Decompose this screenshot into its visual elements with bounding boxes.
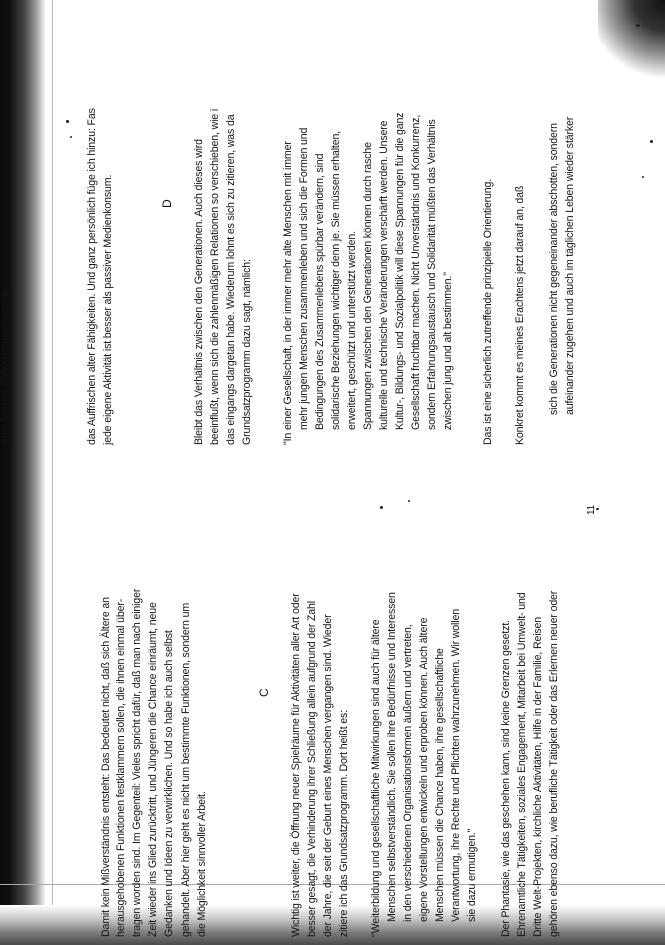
bullet-line: sich die Generationen nicht gegeneinander abschotten, sondern <box>548 123 560 415</box>
quote-line: "In einer Gesellschaft, in der immer mehr alte Menschen mit immer <box>282 141 294 445</box>
quote-line: sie dazu ermutigen." <box>466 828 478 922</box>
quote-line: Menschen selbstverständlich. Sie sollen ihre Bedürfnisse und Interessen <box>386 592 398 922</box>
text-line: Gedanken und Ideen zu verwirklichen. Und so habe ich auch selbst <box>163 630 175 937</box>
bullet-line: aufeinander zugehen und auch im täglichen Leben wieder stärker <box>564 116 576 415</box>
text-line: tragen worden sind. Im Gegenteil: Vieles spricht dafür, daß man nach einiger <box>131 588 143 937</box>
section-heading: D <box>160 199 174 208</box>
quote-line: "Weiterbildung und gesellschaftliche Mitwirkungen sind auch für ältere <box>370 619 382 937</box>
quote-line: zwischen jung und alt bestimmen." <box>442 272 454 430</box>
quote-line: sondern Erfahrungsaustausch und Solidarität müßten das Verhältnis <box>426 119 438 430</box>
text-line: Grundsatzprogramm dazu sagt, nämlich: <box>241 259 253 445</box>
quote-line: Spannungen zwischen den Generationen können durch rasche <box>362 142 374 430</box>
text-line: Konkret kommt es meines Erachtens jetzt darauf an, daß <box>514 185 526 445</box>
text-line: Wichtig ist weiter, die Öffnung neuer Spielräume für Aktivitäten aller Art oder <box>290 593 302 937</box>
quote-line: kulturelle und technische Veränderungen verschärft werden. Unsere <box>378 120 390 430</box>
text-line: Das ist eine sicherlich zutreffende prinzipielle Orientierung. <box>482 178 494 445</box>
text-line: die Möglichkeit sinnvoller Arbeit. <box>196 791 208 937</box>
text-line: beeinflußt, wenn sich die zahlenmäßigen Relationen so verschieben, wie i <box>209 108 221 445</box>
quote-line: Kultur-, Bildungs- und Sozialpolitik will diese Spannungen für die ganz <box>394 112 406 430</box>
text-line: Damit kein Mißverständnis entsteht: Das bedeutet nicht, daß sich Ältere an <box>100 597 112 937</box>
quote-line: eigene Vorstellungen entwickeln und erproben können. Auch ältere <box>418 617 430 922</box>
quote-line: solidarische Beziehungen wichtiger denn je. Sie müssen erhalten, <box>330 131 342 430</box>
text-line: das Auffrischen alter Fähigkeiten. Und ganz persönlich füge ich hinzu: Fas <box>86 108 98 445</box>
text-line: zitiere ich das Grundsatzprogramm. Dort heißt es: <box>338 710 350 937</box>
text-line: das eingangs dargetan habe. Wiederum lohnt es sich zu zitieren, was da <box>225 114 237 445</box>
text-line: gehandelt. Aber hier geht es nicht um bestimmte Funktionen, sondern um <box>180 603 192 937</box>
quote-line: Gesellschaft fruchtbar machen. Nicht Unverständnis und Konkurrenz, <box>410 114 422 430</box>
text-line: Bleibt das Verhältnis zwischen den Generationen. Auch dieses wird <box>193 139 205 445</box>
section-heading: C <box>257 688 271 697</box>
text-line: Dritte Welt-Projekten, kirchliche Aktivitäten, Hilfe in der Familie, Reisen <box>532 616 544 937</box>
text-line: Der Phantasie, wie das geschehen kann, sind keine Grenzen gesetzt. <box>500 620 512 937</box>
quote-line: in den verschiedenen Organisationsformen äußern und vertreten, <box>402 624 414 922</box>
text-line: Zeit wieder ins Glied zurücktritt, und Jüngeren die Chance einräumt, neue <box>147 602 159 937</box>
quote-line: Bedingungen des Zusammenlebens spürbar verändern, sind <box>314 153 326 430</box>
quote-line: Menschen müssen die Chance haben, ihre gesellschaftliche <box>434 648 446 922</box>
text-line: gehören ebenso dazu, wie berufliche Tätigkeit oder das Erlernen neuer oder <box>548 590 560 937</box>
text-line: besser gesagt, die Verhinderung ihrer Schließung allein aufgrund der Zahl <box>306 601 318 937</box>
quote-line: erweitert, geschützt und unterstützt werden. <box>346 231 358 430</box>
page-number: 11 <box>586 504 597 515</box>
quote-line: Verantwortung, ihre Rechte und Pflichten wahrzunehmen. Wir wollen <box>450 609 462 922</box>
text-line: herausgehobenen Funktionen festklammern sollen, die ihnen einmal über- <box>115 598 127 937</box>
text-line: der Jahre, die seit der Geburt eines Menschen vergangen sind. Wieder <box>322 614 334 937</box>
continued-line: des Jahres 1989 unternommen. <box>0 286 12 445</box>
text-line: jede eigene Aktivität ist besser als passiver Medienkonsum. <box>102 174 114 445</box>
quote-line: mehr jungen Menschen zusammenleben und sich die Formen und <box>298 127 310 430</box>
text-line: Ehrenamtliche Tätigkeiten, soziales Engagement, Mitarbeit bei Umwelt- und <box>516 592 528 937</box>
